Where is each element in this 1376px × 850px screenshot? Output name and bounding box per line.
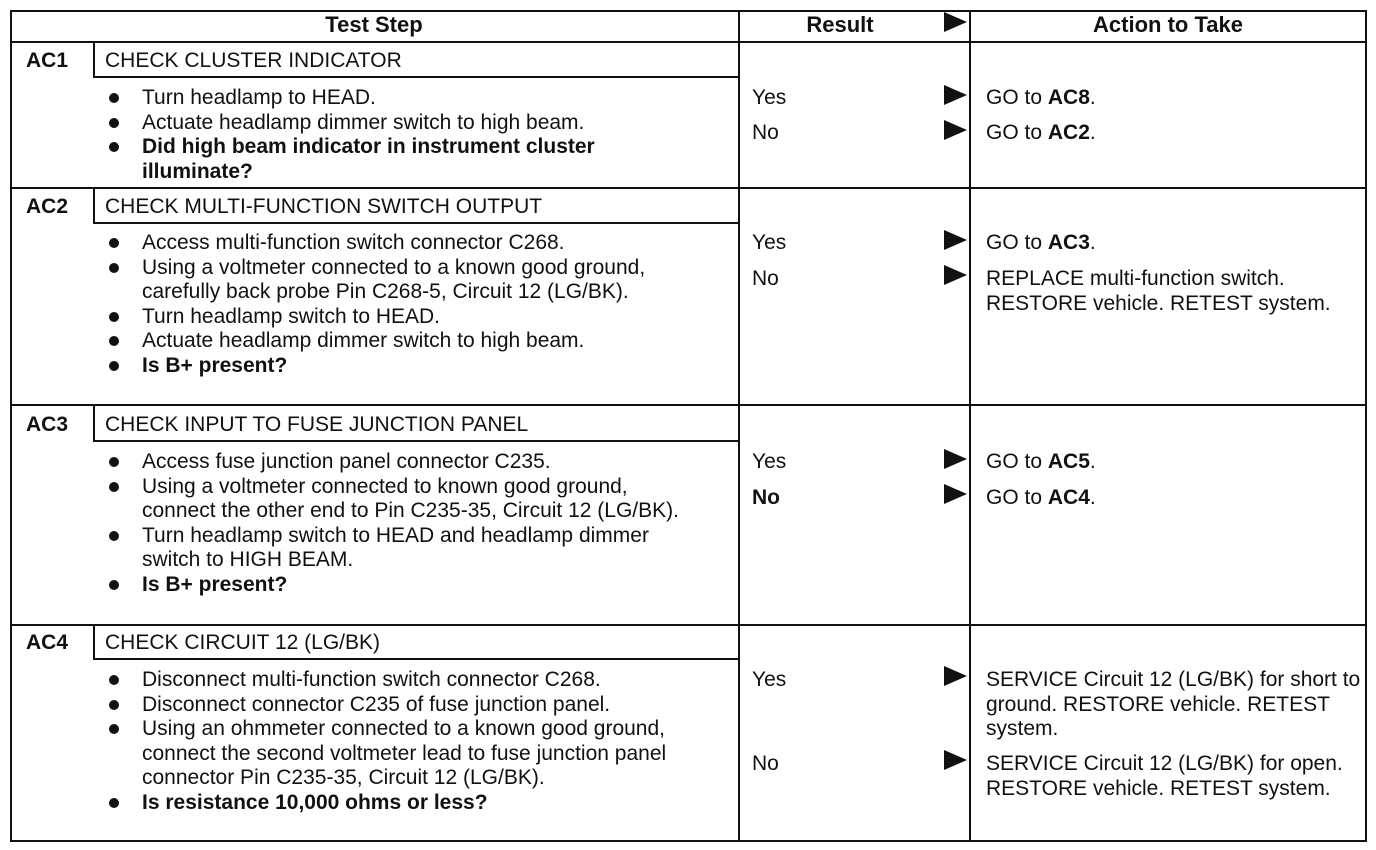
- bullet-icon: [109, 312, 119, 322]
- action-yes: SERVICE Circuit 12 (LG/BK) for short to ground. RESTORE vehicle. RETEST system.: [986, 668, 1361, 740]
- bullet-icon: [109, 457, 119, 467]
- title-rule: [93, 222, 739, 224]
- table-border-left: [10, 10, 12, 842]
- step-question: Is resistance 10,000 ohms or less?: [107, 791, 707, 816]
- row-divider: [10, 187, 1367, 189]
- result-yes: Yes: [752, 86, 787, 109]
- list-item: Using a voltmeter connected to known good ground, connect the other end to Pin C235-35, Circuit 12 (LG/BK).: [107, 475, 707, 524]
- table-border-bottom: [10, 840, 1367, 842]
- list-item: Turn headlamp switch to HEAD and headlamp dimmer switch to HIGH BEAM.: [107, 524, 707, 573]
- bullet-icon: [109, 724, 119, 734]
- step-id: AC1: [26, 49, 69, 72]
- bullet-icon: [109, 238, 119, 248]
- step-title: CHECK MULTI-FUNCTION SWITCH OUTPUT: [105, 195, 543, 218]
- bullet-icon: [109, 93, 119, 103]
- arrow-icon: [944, 120, 967, 140]
- id-divider: [93, 187, 95, 224]
- bullet-icon: [109, 118, 119, 128]
- step-title: CHECK CIRCUIT 12 (LG/BK): [105, 631, 380, 654]
- title-rule: [93, 658, 739, 660]
- column-divider-action: [969, 10, 971, 842]
- step-title: CHECK INPUT TO FUSE JUNCTION PANEL: [105, 413, 529, 436]
- header-test-step: Test Step: [325, 12, 423, 37]
- row-divider: [10, 404, 1367, 406]
- result-yes: Yes: [752, 668, 787, 691]
- result-yes: Yes: [752, 450, 787, 473]
- step-id: AC4: [26, 631, 69, 654]
- list-item: Disconnect multi-function switch connector C268.: [107, 668, 707, 693]
- title-rule: [93, 440, 739, 442]
- step-bullets: [107, 668, 707, 815]
- list-item: Actuate headlamp dimmer switch to high beam.: [107, 329, 707, 354]
- bullet-icon: [109, 142, 119, 152]
- list-item: Turn headlamp to HEAD.: [107, 86, 707, 111]
- arrow-icon: [944, 230, 967, 250]
- step-question: Did high beam indicator in instrument cluster illuminate?: [107, 135, 707, 184]
- list-item: Using a voltmeter connected to a known good ground, carefully back probe Pin C268-5, Circuit 12 (LG/BK).: [107, 256, 707, 305]
- bullet-icon: [109, 482, 119, 492]
- result-no: No: [752, 121, 779, 144]
- arrow-icon: [944, 85, 967, 105]
- id-divider: [93, 404, 95, 442]
- action-no: SERVICE Circuit 12 (LG/BK) for open. RESTORE vehicle. RETEST system.: [986, 752, 1343, 800]
- arrow-icon: [944, 484, 967, 504]
- row-divider: [10, 624, 1367, 626]
- step-question: Is B+ present?: [107, 573, 707, 598]
- list-item: Turn headlamp switch to HEAD.: [107, 305, 707, 330]
- list-item: Access multi-function switch connector C268.: [107, 231, 707, 256]
- list-item: Disconnect connector C235 of fuse junction panel.: [107, 693, 707, 718]
- result-no: No: [752, 486, 780, 509]
- step-bullets: [107, 450, 707, 597]
- id-divider: [93, 624, 95, 660]
- bullet-icon: [109, 361, 119, 371]
- table-border-right: [1365, 10, 1367, 842]
- header-rule: [10, 41, 1367, 43]
- result-yes: Yes: [752, 231, 787, 254]
- column-divider-result: [738, 10, 740, 842]
- arrow-icon: [944, 666, 967, 686]
- title-rule: [93, 76, 739, 78]
- id-divider: [93, 41, 95, 78]
- arrow-icon: [944, 750, 967, 770]
- step-title: CHECK CLUSTER INDICATOR: [105, 49, 402, 72]
- step-id: AC3: [26, 413, 69, 436]
- result-no: No: [752, 267, 779, 290]
- step-bullets: [107, 231, 707, 378]
- bullet-icon: [109, 531, 119, 541]
- list-item: Using an ohmmeter connected to a known good ground, connect the second voltmeter lead to fuse junction panel connector Pin C235-35, Circuit 12 (LG/BK).: [107, 717, 707, 791]
- action-no: GO to AC4.: [986, 486, 1096, 509]
- list-item: Actuate headlamp dimmer switch to high beam.: [107, 111, 707, 136]
- result-no: No: [752, 752, 779, 775]
- step-question: Is B+ present?: [107, 354, 707, 379]
- header-arrow-icon: [944, 12, 967, 32]
- bullet-icon: [109, 700, 119, 710]
- step-bullets: [107, 86, 707, 184]
- step-id: AC2: [26, 195, 69, 218]
- action-no: REPLACE multi-function switch. RESTORE vehicle. RETEST system.: [986, 267, 1331, 315]
- action-yes: GO to AC5.: [986, 450, 1096, 473]
- header-action: Action to Take: [1093, 12, 1243, 37]
- action-yes: GO to AC3.: [986, 231, 1096, 254]
- arrow-icon: [944, 265, 967, 285]
- action-yes: GO to AC8.: [986, 86, 1096, 109]
- list-item: Access fuse junction panel connector C235.: [107, 450, 707, 475]
- action-no: GO to AC2.: [986, 121, 1096, 144]
- header-result: Result: [806, 12, 874, 37]
- bullet-icon: [109, 675, 119, 685]
- bullet-icon: [109, 263, 119, 273]
- arrow-icon: [944, 449, 967, 469]
- bullet-icon: [109, 336, 119, 346]
- bullet-icon: [109, 798, 119, 808]
- bullet-icon: [109, 580, 119, 590]
